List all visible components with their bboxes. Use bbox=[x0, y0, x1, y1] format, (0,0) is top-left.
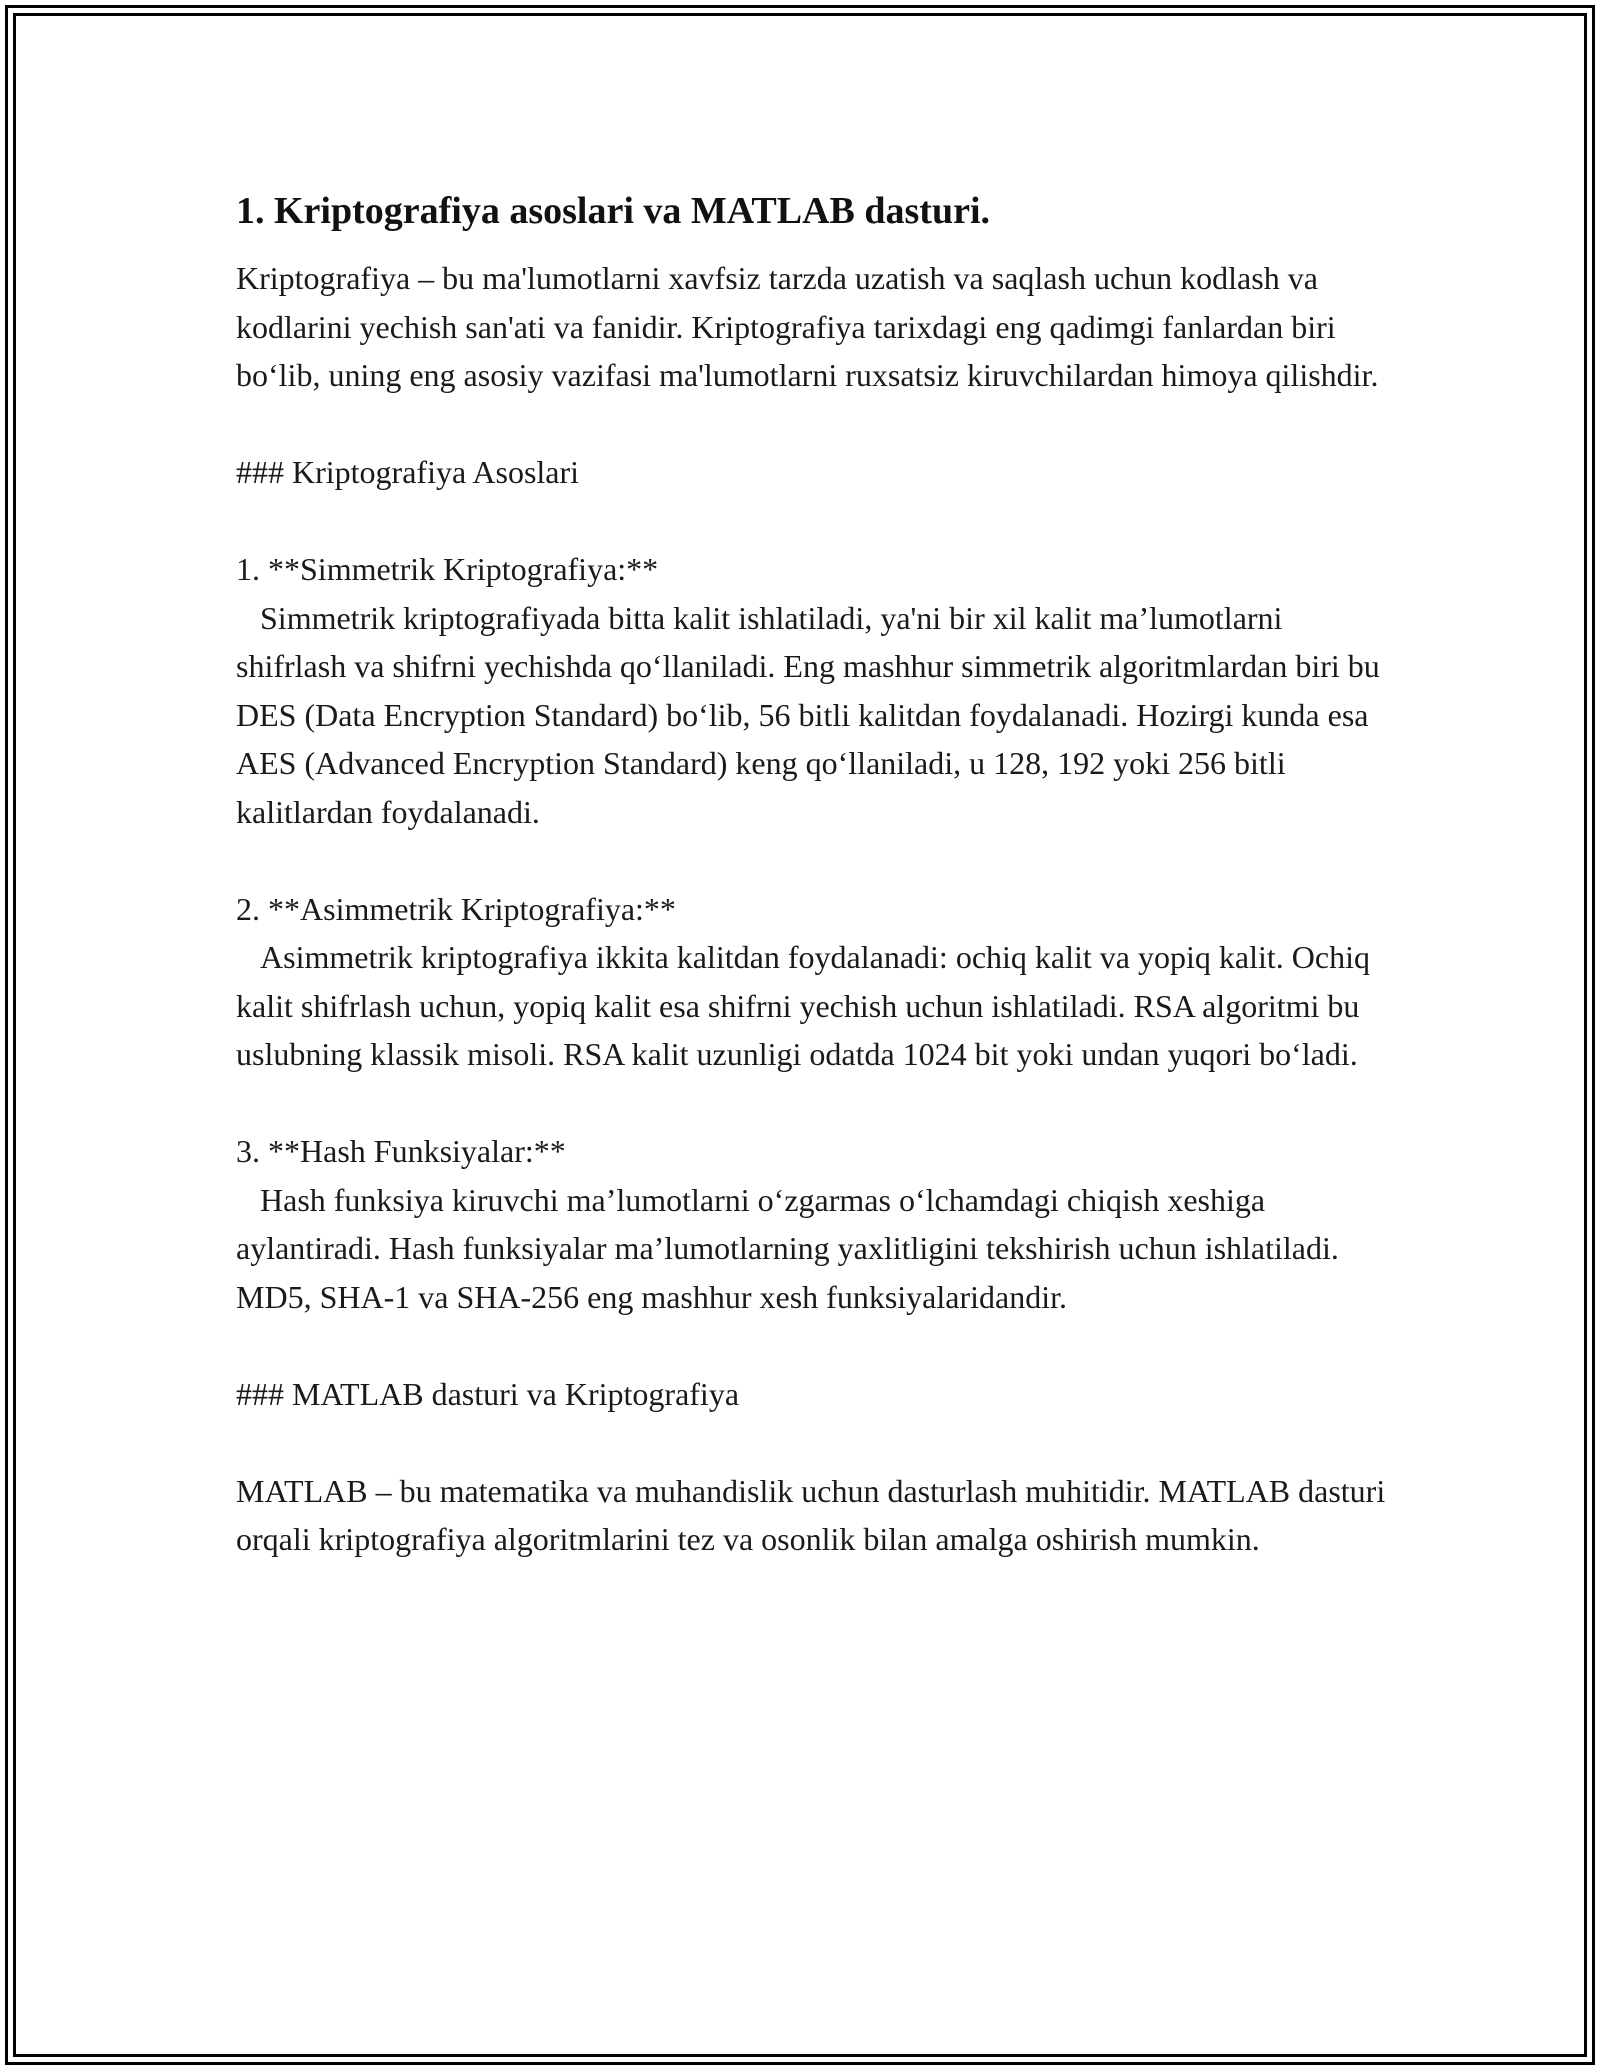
spacer bbox=[236, 1079, 1386, 1128]
document-body bbox=[236, 186, 1394, 1564]
document-title: 1. Kriptografiya asoslari va MATLAB dasturi. bbox=[236, 190, 991, 232]
item-heading-symmetric: 1. **Simmetrik Kriptografiya:** bbox=[236, 551, 659, 587]
item-body-hash: Hash funksiya kiruvchi ma’lumotlarni o‘zgarmas o‘lchamdagi chiqish xeshiga aylantiradi. Hash funksiyalar ma’lumotlarning yaxlitligini tekshirish uchun ishlatiladi. MD5, SHA-1 va SHA-256 eng mashhur xesh funksiyalaridandir. bbox=[236, 1181, 1347, 1315]
item-body-asymmetric: Asimmetrik kriptografiya ikkita kalitdan foydalanadi: ochiq kalit va yopiq kalit. Ochiq kalit shifrlash uchun, yopiq kalit esa shifrni yechish uchun ishlatiladi. RSA algoritmi bu uslubning klassik misoli. RSA kalit uzunligi odatda 1024 bit yoki undan yuqori bo‘ladi. bbox=[236, 939, 1378, 1072]
section-heading-matlab: ### MATLAB dasturi va Kriptografiya bbox=[236, 1375, 740, 1412]
spacer bbox=[236, 836, 1386, 885]
item-heading-asymmetric: 2. **Asimmetrik Kriptografiya:** bbox=[236, 890, 676, 927]
outro-paragraph: MATLAB – bu matematika va muhandislik uchun dasturlash muhitidir. MATLAB dasturi orqali kriptografiya algoritmlarini tez va osonlik bilan amalga oshirish mumkin. bbox=[236, 1472, 1394, 1557]
section-heading-basics: ### Kriptografiya Asoslari bbox=[236, 454, 580, 490]
spacer bbox=[236, 1321, 1386, 1370]
item-heading-hash: 3. **Hash Funksiyalar:** bbox=[236, 1133, 566, 1169]
spacer bbox=[236, 1418, 1386, 1467]
item-body-symmetric: Simmetrik kriptografiyada bitta kalit ishlatiladi, ya'ni bir xil kalit ma’lumotlarni shifrlash va shifrni yechishda qo‘llaniladi. Eng mashhur simmetrik algoritmlardan biri bu DES (Data Encryption Standard) bo‘lib, 56 bitli kalitdan foydalanadi. Hozirgi kunda esa AES (Advanced Encryption Standard) keng qo‘llaniladi, u 128, 192 yoki 256 bitli kalitlardan foydalanadi. bbox=[236, 599, 1388, 830]
spacer bbox=[236, 497, 1386, 546]
spacer bbox=[236, 400, 1386, 449]
intro-paragraph: Kriptografiya – bu ma'lumotlarni xavfsiz tarzda uzatish va saqlash uchun kodlash va kodlarini yechish san'ati va fanidir. Kriptografiya tarixdagi eng qadimgi fanlardan biri bo‘lib, uning eng asosiy vazifasi ma'lumotlarni ruxsatsiz kiruvchilardan himoya qilishdir. bbox=[236, 260, 1379, 393]
